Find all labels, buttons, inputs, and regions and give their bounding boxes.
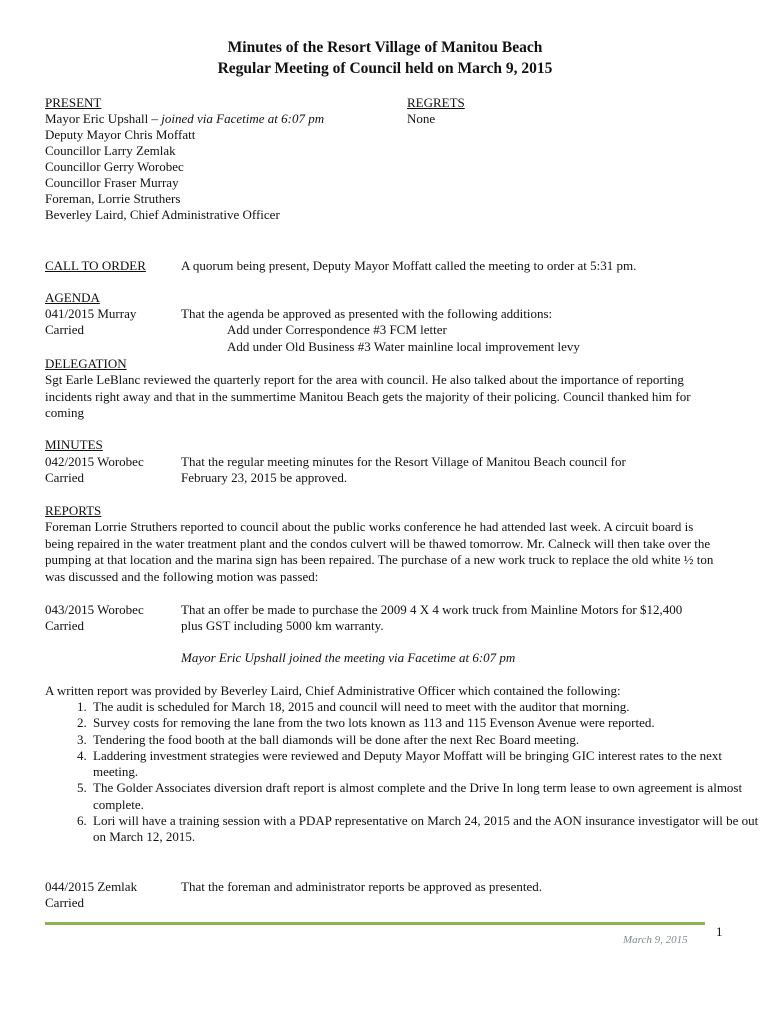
list-item: 5. The Golder Associates diversion draft report is almost complete and the Drive In long term lease to own agreement is almost complete. [90, 780, 762, 813]
document-title: Minutes of the Resort Village of Manitou Beach [227, 39, 543, 56]
reports-approval-status: Carried [45, 895, 84, 910]
reports-approval-text: That the foreman and administrator reports be approved as presented. [181, 879, 542, 894]
list-item: 1. The audit is scheduled for March 18, 2015 and council will need to meet with the auditor that morning. [90, 699, 762, 715]
agenda-motion: 041/2015 Murray [45, 306, 137, 321]
mayor-note: joined via Facetime at 6:07 pm [161, 111, 325, 126]
present-member: Councillor Gerry Worobec [45, 159, 184, 174]
minutes-text-line1: That the regular meeting minutes for the Resort Village of Manitou Beach council for [181, 454, 626, 469]
agenda-addition: Add under Old Business #3 Water mainline local improvement levy [227, 339, 580, 354]
present-member: Beverley Laird, Chief Administrative Officer [45, 207, 280, 222]
present-member: Deputy Mayor Chris Moffatt [45, 127, 196, 142]
agenda-text: That the agenda be approved as presented with the following additions: [181, 306, 553, 321]
page-number: 1 [716, 924, 723, 939]
list-item: 6. Lori will have a training session with a PDAP representative on March 24, 2015 and the AON insurance investigator will be out on March 12, 2015. [90, 813, 762, 846]
minutes-status: Carried [45, 470, 84, 485]
reports-text: Foreman Lorrie Struthers reported to council about the public works conference he had attended last week. A circuit board is being repaired in the water treatment plant and the condos culvert will be thawed tomorrow. Mr. Calneck will then take over the pumping at that location and the marina sign has been repaired. The purchase of a new work truck to replace the old white ½ ton was discussed and the following motion was passed: [45, 519, 714, 584]
present-heading: PRESENT [45, 95, 102, 110]
minutes-text-line2: February 23, 2015 be approved. [181, 470, 348, 485]
written-report-list [45, 699, 762, 846]
reports-heading: REPORTS [45, 503, 102, 518]
footer-rule [45, 922, 705, 925]
call-to-order-heading: CALL TO ORDER [45, 258, 146, 273]
truck-motion-text-line2: plus GST including 5000 km warranty. [181, 618, 384, 633]
delegation-text: Sgt Earle LeBlanc reviewed the quarterly report for the area with council. He also talked about the importance of reporting incidents right away and that in the summertime Manitou Beach gets the majority of their policing. Council thanked him for coming [45, 372, 691, 420]
agenda-status: Carried [45, 322, 84, 337]
present-member: Councillor Fraser Murray [45, 175, 179, 190]
list-item: 2. Survey costs for removing the lane from the two lots known as 113 and 115 Evenson Avenue were reported. [90, 715, 762, 731]
call-to-order-text: A quorum being present, Deputy Mayor Moffatt called the meeting to order at 5:31 pm. [181, 258, 637, 273]
regrets-value: None [407, 111, 436, 126]
mayor-joined-note: Mayor Eric Upshall joined the meeting via Facetime at 6:07 pm [181, 650, 516, 665]
present-mayor [45, 111, 324, 127]
truck-motion-status: Carried [45, 618, 84, 633]
minutes-motion: 042/2015 Worobec [45, 454, 144, 469]
truck-motion: 043/2015 Worobec [45, 602, 144, 617]
list-item: 4. Laddering investment strategies were reviewed and Deputy Mayor Moffatt will be bringing GIC interest rates to the next meeting. [90, 748, 762, 781]
document-subtitle: Regular Meeting of Council held on March 9, 2015 [217, 60, 553, 77]
minutes-heading: MINUTES [45, 437, 103, 452]
written-report-intro: A written report was provided by Beverley Laird, Chief Administrative Officer which contained the following: [45, 683, 621, 698]
mayor-name: Mayor Eric Upshall – [45, 111, 162, 126]
delegation-heading: DELEGATION [45, 356, 127, 371]
regrets-heading: REGRETS [407, 95, 465, 110]
agenda-heading: AGENDA [45, 290, 100, 305]
footer-date: March 9, 2015 [623, 934, 688, 946]
list-item: 3. Tendering the food booth at the ball diamonds will be done after the next Rec Board meeting. [90, 732, 762, 748]
truck-motion-text-line1: That an offer be made to purchase the 2009 4 X 4 work truck from Mainline Motors for $12,400 [181, 602, 683, 617]
present-member: Councillor Larry Zemlak [45, 143, 176, 158]
agenda-addition: Add under Correspondence #3 FCM letter [227, 322, 447, 337]
reports-approval-motion: 044/2015 Zemlak [45, 879, 138, 894]
present-member: Foreman, Lorrie Struthers [45, 191, 181, 206]
